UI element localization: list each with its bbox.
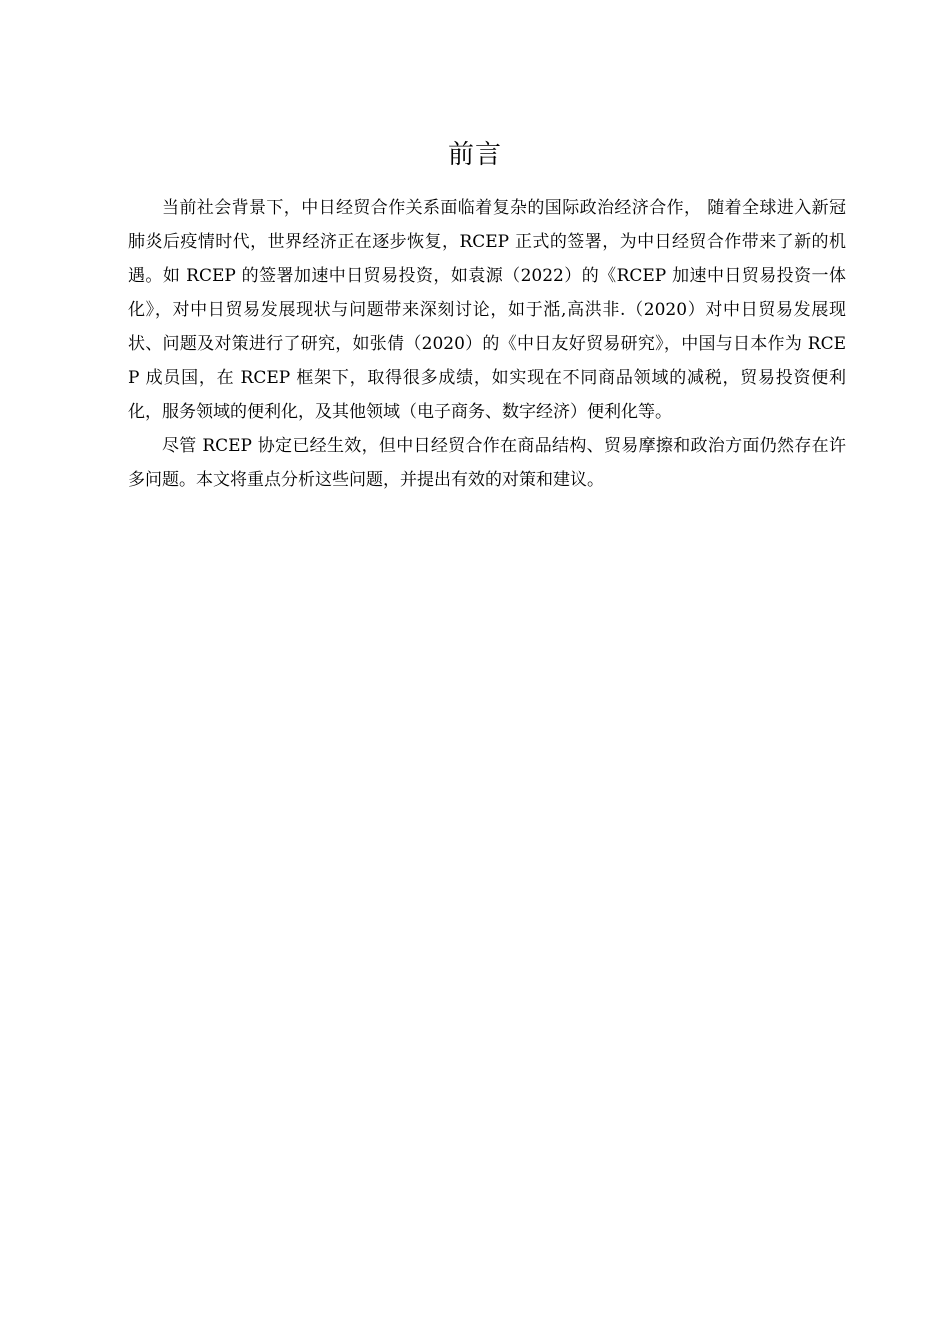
body-text: [128, 191, 846, 497]
paragraph-summary: 尽管 RCEP 协定已经生效，但中日经贸合作在商品结构、贸易摩擦和政治方面仍然存在许多问题。本文将重点分析这些问题，并提出有效的对策和建议。: [128, 436, 846, 490]
paragraph-intro: 当前社会背景下，中日经贸合作关系面临着复杂的国际政治经济合作， 随着全球进入新冠肺炎后疫情时代，世界经济正在逐步恢复，RCEP 正式的签署，为中日经贸合作带来了新的机遇。如 RCEP 的签署加速中日贸易投资，如袁源（2022）的《RCEP 加速中日贸易投资一体化》，对中日贸易发展现状与问题带来深刻讨论，如于湉,高洪非.（2020）对中日贸易发展现状、问题及对策进行了研究，如张倩（2020）的《中日友好贸易研究》，中国与日本作为 RCEP 成员国，在 RCEP 框架下，取得很多成绩，如实现在不同商品领域的减税，贸易投资便利化，服务领域的便利化，及其他领域（电子商务、数字经济）便利化等。: [128, 198, 846, 422]
page-title: 前言: [447, 140, 502, 170]
